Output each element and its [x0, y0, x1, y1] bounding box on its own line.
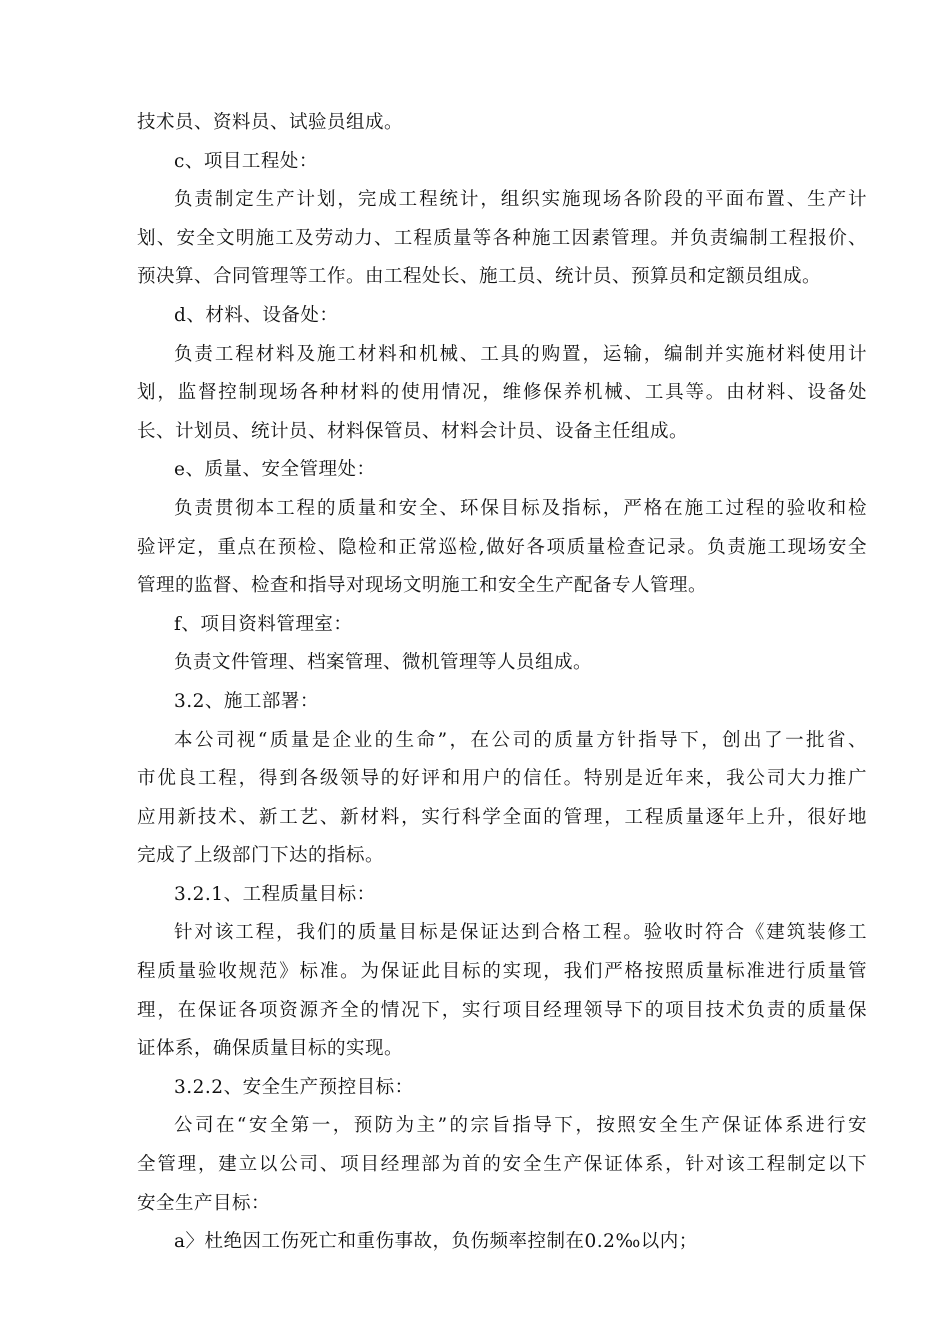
paragraph-line: 全管理，建立以公司、项目经理部为首的安全生产保证体系，针对该工程制定以下	[137, 1154, 867, 1176]
paragraph-line: 划，监督控制现场各种材料的使用情况，维修保养机械、工具等。由材料、设备处	[137, 382, 867, 404]
paragraph-line: 程质量验收规范》标准。为保证此目标的实现，我们严格按照质量标准进行质量管	[137, 961, 867, 983]
paragraph-line: 证体系，确保质量目标的实现。	[137, 1038, 404, 1060]
section-heading-e: e、质量、安全管理处：	[174, 459, 376, 481]
paragraph-line: 负责文件管理、档案管理、微机管理等人员组成。	[174, 652, 593, 674]
paragraph-line: 针对该工程，我们的质量目标是保证达到合格工程。验收时符合《建筑装修工	[174, 922, 867, 944]
paragraph-line: 负责工程材料及施工材料和机械、工具的购置，运输，编制并实施材料使用计	[174, 343, 867, 365]
section-heading-c: c、项目工程处：	[174, 150, 318, 172]
section-heading-f: f、项目资料管理室：	[174, 613, 353, 635]
list-item-a: a〉杜绝因工伤死亡和重伤事故，负伤频率控制在0.2‰以内；	[174, 1231, 698, 1253]
paragraph-line: 理，在保证各项资源齐全的情况下，实行项目经理领导下的项目技术负责的质量保	[137, 999, 867, 1021]
paragraph-line: 负责贯彻本工程的质量和安全、环保目标及指标，严格在施工过程的验收和检	[174, 497, 867, 519]
paragraph-line: 负责制定生产计划，完成工程统计，组织实施现场各阶段的平面布置、生产计	[174, 189, 867, 211]
paragraph-line: 管理的监督、检查和指导对现场文明施工和安全生产配备专人管理。	[137, 575, 708, 597]
paragraph-line: 安全生产目标：	[137, 1192, 271, 1214]
document-body	[137, 104, 867, 1262]
paragraph-line: 完成了上级部门下达的指标。	[137, 845, 385, 867]
paragraph-line: 公司在“安全第一，预防为主”的宗旨指导下，按照安全生产保证体系进行安	[174, 1115, 867, 1137]
paragraph-line: 验评定，重点在预检、隐检和正常巡检,做好各项质量检查记录。负责施工现场安全	[137, 536, 867, 558]
section-heading-3-2-2: 3.2.2、安全生产预控目标：	[174, 1076, 414, 1098]
section-heading-d: d、材料、设备处：	[174, 304, 339, 326]
paragraph-line: 技术员、资料员、试验员组成。	[137, 112, 404, 133]
paragraph-line: 本公司视“质量是企业的生命”，在公司的质量方针指导下，创出了一批省、	[174, 729, 867, 751]
paragraph-line: 预决算、合同管理等工作。由工程处长、施工员、统计员、预算员和定额员组成。	[137, 266, 822, 288]
paragraph-line: 市优良工程，得到各级领导的好评和用户的信任。特别是近年来，我公司大力推广	[137, 768, 867, 790]
section-heading-3-2: 3.2、施工部署：	[174, 690, 319, 712]
paragraph-line: 划、安全文明施工及劳动力、工程质量等各种施工因素管理。并负责编制工程报价、	[137, 227, 867, 249]
section-heading-3-2-1: 3.2.1、工程质量目标：	[174, 883, 376, 905]
paragraph-line: 应用新技术、新工艺、新材料，实行科学全面的管理，工程质量逐年上升，很好地	[137, 806, 867, 828]
paragraph-line: 长、计划员、统计员、材料保管员、材料会计员、设备主任组成。	[137, 420, 689, 442]
